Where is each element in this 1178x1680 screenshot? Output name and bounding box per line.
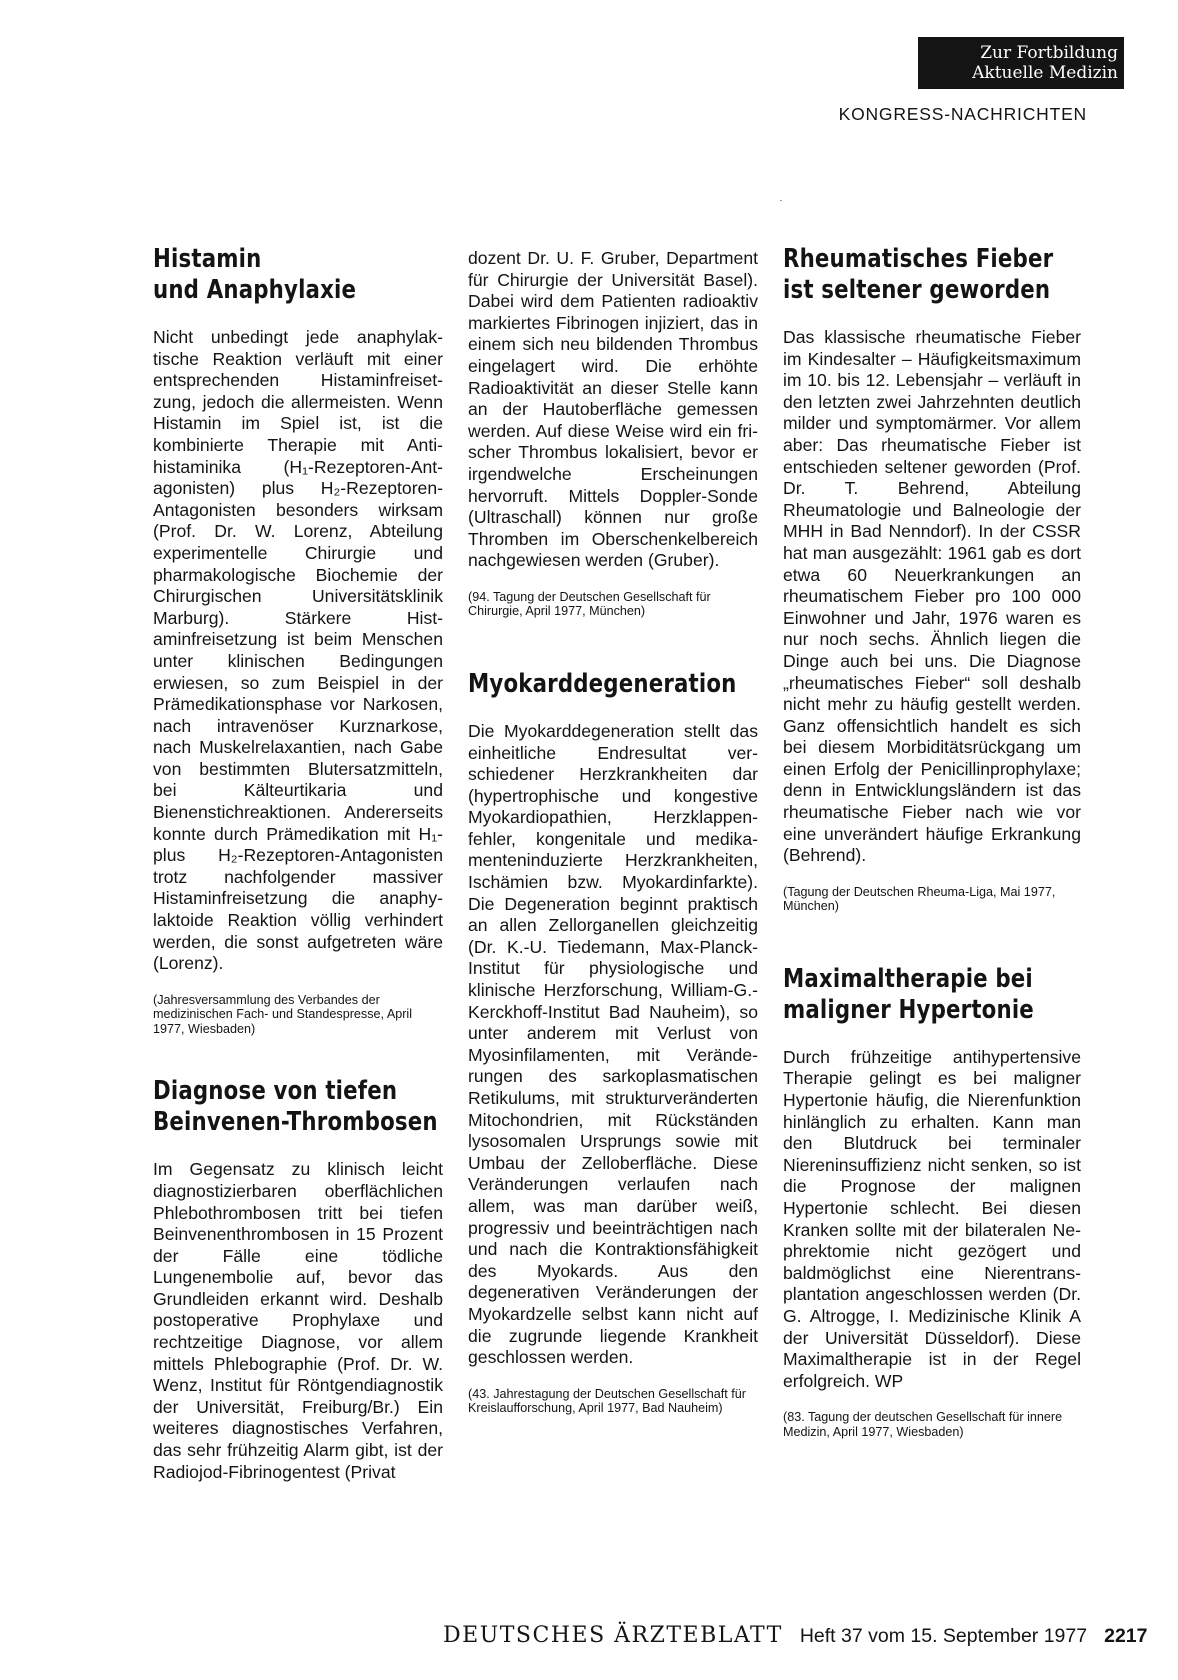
article-title xyxy=(153,244,391,306)
column-3 xyxy=(783,244,1081,1439)
article-thrombosen xyxy=(153,1076,443,1483)
title-line: Maximaltherapie bei xyxy=(783,963,1033,994)
article-title xyxy=(783,963,1034,1026)
section-badge xyxy=(918,37,1124,89)
article-source: (83. Tagung der deutschen Gesellschaft für innere Medizin, April 1977, Wiesbaden) xyxy=(783,1410,1063,1439)
badge-line-2: Aktuelle Medizin xyxy=(972,63,1118,83)
scan-speck xyxy=(780,200,782,201)
article-rheuma xyxy=(783,244,1081,914)
article-histamin xyxy=(153,244,443,1036)
article-title xyxy=(468,668,737,700)
column-2 xyxy=(468,248,758,1416)
magazine-name: DEUTSCHES ÄRZTEBLATT xyxy=(443,1623,783,1648)
title-line: Diagnose von tiefen xyxy=(153,1076,398,1107)
title-line: Rheumatisches Fieber xyxy=(783,244,1054,274)
title-line: Beinvenen-Thrombosen xyxy=(153,1107,438,1138)
article-title xyxy=(153,1076,438,1138)
page-footer xyxy=(443,1623,1148,1648)
title-line: Myokarddegeneration xyxy=(468,668,737,699)
article-body-part-1: Im Gegensatz zu klinisch leicht diagnostizierbaren oberflächlichen Phlebothrombosen tritt bei tiefen Beinvenenthrombosen in 15 Prozent der Fälle eine tödliche Lungenembolie auf, bevor das Grundleiden erkannt wird. Deshalb postoperative Prophylaxe und rechtzeitige Diagnose, vor allem mittels Phlebographie (Prof. Dr. W. Wenz, Institut für Röntgendiagnostik der Universität, Freiburg/Br.) Ein weiteres diagnostisches Verfahren, das sehr frühzeitig Alarm gibt, ist der Radiojod-Fibrinogentest (Privat xyxy=(153,1159,443,1482)
article-body: Nicht unbedingt jede anaphylaktische Reaktion verläuft mit einer entsprechenden Histaminfreisetzung, jedoch die allermeisten. Wenn Histamin im Spiel ist, ist die kombinierte Therapie mit Antihistaminika (H₁-Rezeptoren-Antagonisten) plus H₂-Rezeptoren-Antagonisten besonders wirksam (Prof. Dr. W. Lorenz, Abteilung experimentelle Chirurgie und pharmakologische Biochemie der Chirurgischen Universitätsklinik Marburg). Stärkere Histaminfreisetzung ist beim Menschen unter klinischen Bedingungen erwiesen, so zum Beispiel in der Prämedikationsphase vor Narkosen, nach intravenöser Kurznarkose, nach Muskelrelaxantien, nach Gabe von bestimmten Blutersatzmitteln, bei Kälteurtikaria und Bienenstichreaktionen. Andererseits konnte durch Prämedikation mit H₁- plus H₂-Rezeptoren-Antagonisten trotz nachfolgender massiver Histaminfreisetzung die anaphylaktoide Reaktion völlig verhindert werden, die sonst aufgetreten wäre (Lorenz). xyxy=(153,327,443,974)
article-myokard xyxy=(468,669,758,1416)
article-source: (94. Tagung der Deutschen Gesellschaft für Chirurgie, April 1977, München) xyxy=(468,589,711,619)
issue-info: Heft 37 vom 15. September 1977 xyxy=(799,1625,1088,1647)
article-source: (Jahresversammlung des Verbandes der medizinischen Fach- und Standespresse, April 1977, Wiesbaden) xyxy=(153,992,413,1036)
article-source: (Tagung der Deutschen Rheuma-Liga, Mai 1977, München) xyxy=(783,884,1056,914)
article-body-part-2: dozent Dr. U. F. Gruber, Department für Chirurgie der Universität Basel). Dabei wird dem Patienten radioaktiv markiertes Fibrinogen injiziert, das in einem sich neu bildenden Thrombus eingelagert wird. Die erhöhte Radioaktivität an dieser Stelle kann an der Hautoberfläche gemessen werden. Auf diese Weise wird ein frischer Thrombus lokalisiert, bevor er irgendwelche Erscheinungen hervorruft. Mittels Doppler-Sonde (Ultraschall) können nur große Thromben im Oberschenkelbereich nachgewiesen werden (Gruber). xyxy=(468,248,758,571)
article-thrombosen-continued xyxy=(468,248,758,619)
article-title xyxy=(783,244,1054,306)
title-line: und Anaphylaxie xyxy=(153,275,357,305)
column-1 xyxy=(153,244,443,1483)
title-line: Histamin xyxy=(153,244,262,274)
badge-line-1: Zur Fortbildung xyxy=(980,43,1118,63)
title-line: ist seltener geworden xyxy=(783,275,1051,305)
page-number: 2217 xyxy=(1104,1625,1148,1647)
article-source: (43. Jahrestagung der Deutschen Gesellschaft für Kreislaufforschung, April 1977, Bad Nauheim) xyxy=(468,1386,746,1416)
article-body: Durch frühzeitige antihypertensive Therapie gelingt es bei maligner Hypertonie häufig, die Nierenfunktion hinlänglich zu erhalten. Kann man den Blutdruck bei terminaler Niereninsuffizienz nicht senken, so ist die Prognose der malignen Hypertonie schlecht. Bei diesen Kranken sollte mit der bilateralen Nephrektomie nicht gezögert und baldmöglichst eine Nierentransplantation angeschlossen werden (Dr. G. Altrogge, I. Medizinische Klinik A der Universität Düsseldorf). Diese Maximaltherapie ist in der Regel erfolgreich. WP xyxy=(783,1046,1081,1391)
article-body: Die Myokarddegeneration stellt das einheitliche Endresultat verschiedener Herzkrankheiten dar (hypertrophische und kongestive Myokardiopathien, Herzklappenfehler, kongenitale und medikamenteninduzierte Herzkrankheiten, Ischämien bzw. Myokardinfarkte). Die Degeneration beginnt praktisch an allen Zellorganellen gleichzeitig (Dr. K.-U. Tiedemann, Max-Planck-Institut für physiologische und klinische Herzforschung, William-G.-Kerckhoff-Institut Bad Nauheim), so unter anderem mit Verlust von Myosinfilamenten, mit Veränderungen des sarkoplasmatischen Retikulums, mit strukturveränderten Mitochondrien, mit Rückständen lysosomalen Ursprungs sowie mit Umbau der Zelloberfläche. Diese Veränderungen verlaufen nach allem, was man darüber weiß, progressiv und beeinträchtigen nach und nach die Kontraktionsfähigkeit des Myokards. Aus den degenerativen Veränderungen der Myokardzelle selbst kann nicht auf die zugrunde liegende Krankheit geschlossen werden. xyxy=(468,720,758,1368)
article-hypertonie xyxy=(783,964,1081,1440)
section-label: KONGRESS-NACHRICHTEN xyxy=(838,104,1087,124)
title-line: maligner Hypertonie xyxy=(783,994,1034,1025)
article-body: Das klassische rheumatische Fieber im Kindesalter – Häufigkeitsmaximum im 10. bis 12. Lebensjahr – verläuft in den letzten zwei Jahrzehnten deutlich milder und symptomärmer. Vor allem aber: Das rheumatische Fieber ist entschieden seltener geworden (Prof. Dr. T. Behrend, Abteilung Rheumatologie und Balneologie der MHH in Bad Nenndorf). In der CSSR hat man ausgezählt: 1961 gab es dort etwa 60 Neuerkrankungen an rheumatischem Fieber pro 100 000 Einwohner und Jahr, 1976 waren es nur noch sechs. Ähnlich liegen die Dinge auch bei uns. Die Diagnose „rheumatisches Fieber“ soll deshalb nicht mehr zu häufig gestellt werden. Ganz offensichtlich handelt es sich bei diesem Morbiditätsrückgang um einen Erfolg der Penicillinprophylaxe; denn in Entwicklungsländern ist das rheumatische Fieber nach wie vor eine unverändert häufige Erkrankung (Behrend). xyxy=(783,327,1081,866)
